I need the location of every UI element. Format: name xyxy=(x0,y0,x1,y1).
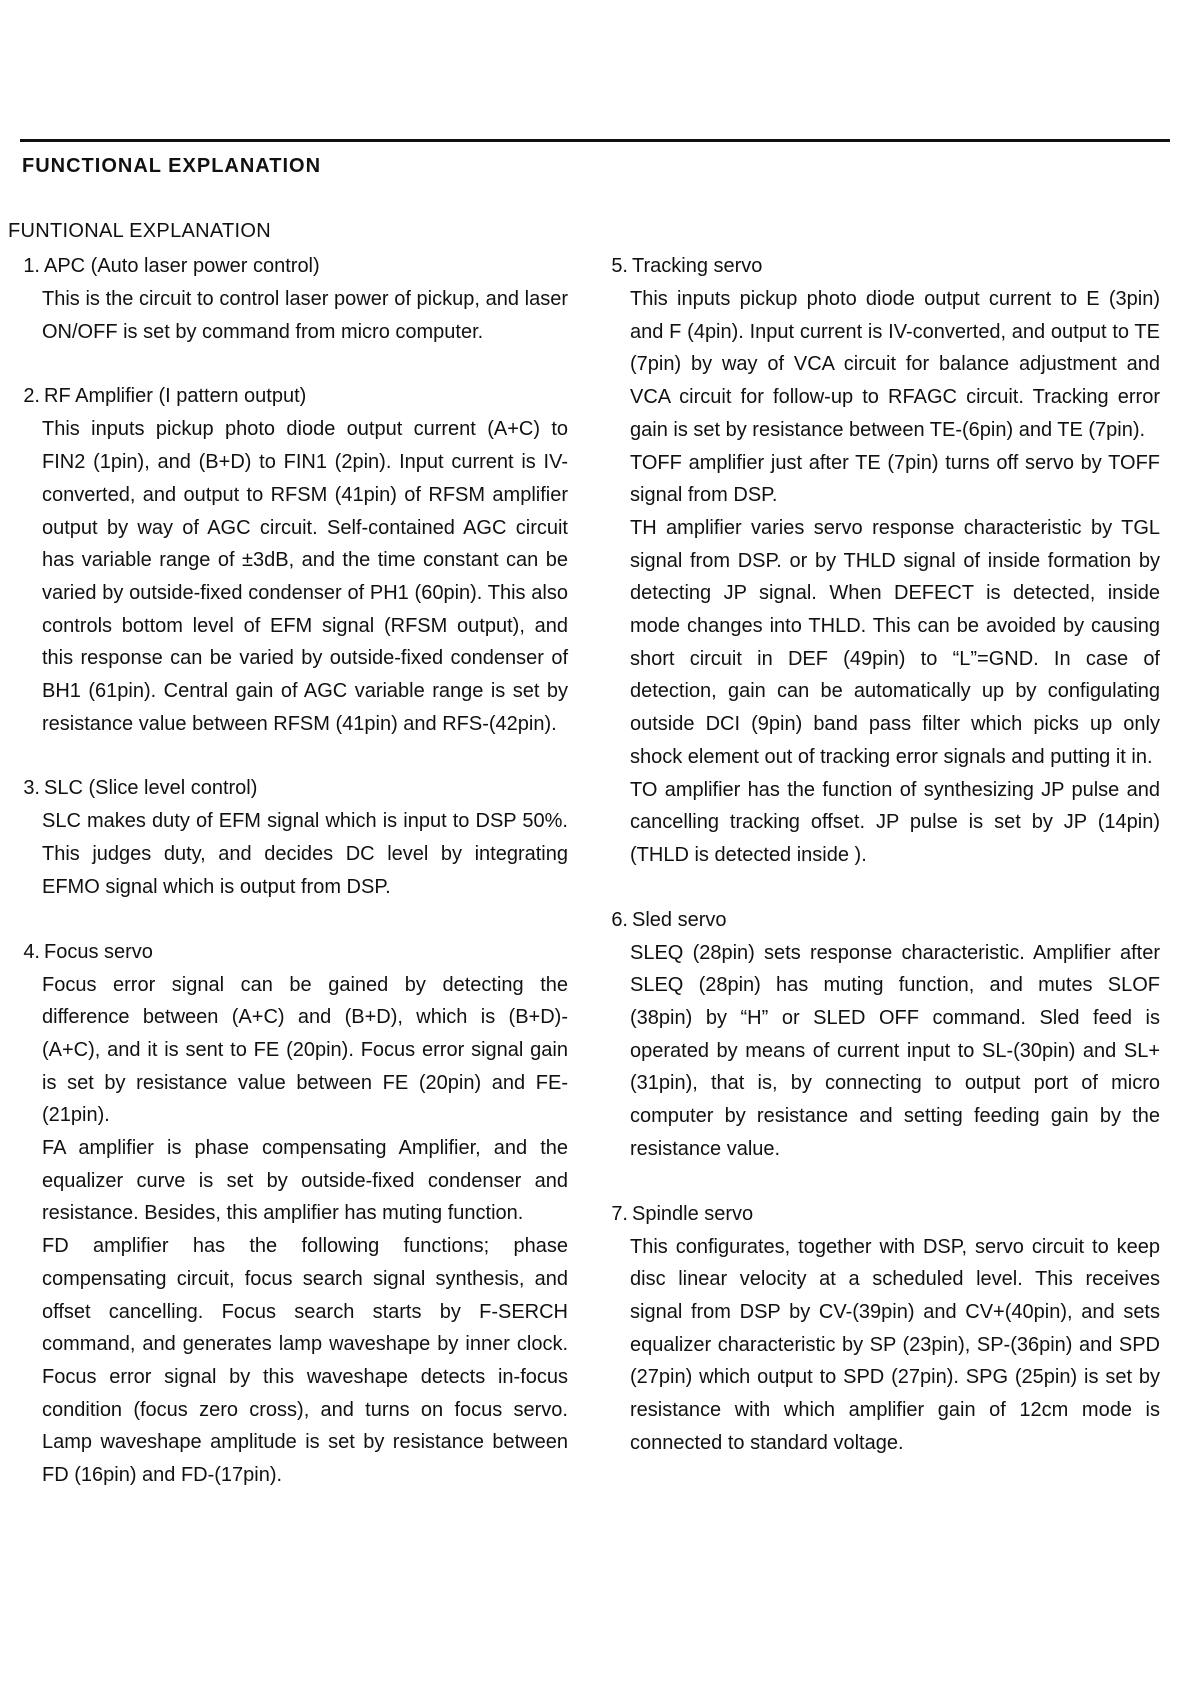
paragraph: This inputs pickup photo diode output current to E (3pin) and F (4pin). Input current is IV-converted, and output to TE (7pin) by way of VCA circuit for balance adjustment and VCA circuit for follow-up to RFAGC circuit. Tracking error gain is set by resistance between TE-(6pin) and TE (7pin). xyxy=(630,288,1160,441)
paragraph: Focus error signal can be gained by detecting the difference between (A+C) and (B+D), which is (B+D)-(A+C), and it is sent to FE (20pin). Focus error signal gain is set by resistance value between FE (20pin) and FE-(21pin). xyxy=(42,973,568,1127)
section-heading xyxy=(16,936,568,969)
section-title: APC (Auto laser power control) xyxy=(44,255,320,277)
section-body xyxy=(42,283,568,348)
section-title: SLC (Slice level control) xyxy=(44,777,258,800)
section xyxy=(16,380,568,740)
section xyxy=(16,250,568,348)
section xyxy=(16,772,568,903)
section-heading xyxy=(604,904,1160,937)
section-number: 6. xyxy=(611,908,628,931)
section-title: Sled servo xyxy=(632,908,727,931)
section xyxy=(16,936,568,1492)
section-number: 2. xyxy=(23,385,40,408)
section-title: Tracking servo xyxy=(632,255,763,277)
paragraph: SLC makes duty of EFM signal which is input to DSP 50%. This judges duty, and decides DC level by integrating EFMO signal which is output from DSP. xyxy=(42,810,568,898)
section-body xyxy=(630,283,1160,872)
paragraph: FA amplifier is phase compensating Amplifier, and the equalizer curve is set by outside-fixed condenser and resistance. Besides, this amplifier has muting function. xyxy=(42,1137,568,1225)
section-body xyxy=(42,805,568,903)
paragraph: This is the circuit to control laser power of pickup, and laser ON/OFF is set by command from micro computer. xyxy=(42,288,568,343)
section xyxy=(604,250,1160,872)
section xyxy=(604,904,1160,1166)
section-title: Focus servo xyxy=(44,940,153,963)
section-title: Spindle servo xyxy=(632,1202,754,1225)
section-number: 7. xyxy=(611,1202,628,1225)
section-body xyxy=(630,937,1160,1166)
paragraph: SLEQ (28pin) sets response characteristic. Amplifier after SLEQ (28pin) has muting function, and mutes SLOF (38pin) by “H” or SLED OFF command. Sled feed is operated by means of current input to SL-(30pin) and SL+(31pin), that is, by connecting to output port of micro computer by resistance and setting feeding gain by the resistance value. xyxy=(630,941,1160,1160)
paragraph: TH amplifier varies servo response characteristic by TGL signal from DSP. or by THLD signal of inside formation by detecting JP signal. When DEFECT is detected, inside mode changes into THLD. This can be avoided by causing short circuit in DEF (49pin) to “L”=GND. In case of detection, gain can be automatically up by configulating outside DCI (9pin) band pass filter which picks up only shock element out of tracking error signals and putting it in. xyxy=(630,516,1160,768)
section-heading xyxy=(16,772,568,805)
section-number: 1. xyxy=(23,255,40,277)
page-header-title: FUNCTIONAL EXPLANATION xyxy=(22,155,322,177)
paragraph: TOFF amplifier just after TE (7pin) turns off servo by TOFF signal from DSP. xyxy=(630,451,1160,507)
paragraph: This inputs pickup photo diode output current (A+C) to FIN2 (1pin), and (B+D) to FIN1 (2pin). Input current is IV-converted, and output to RFSM (41pin) of RFSM amplifier output by way of AGC circuit. Self-contained AGC circuit has variable range of ±3dB, and the time constant can be varied by outside-fixed condenser of PH1 (60pin). This also controls bottom level of EFM signal (RFSM output), and this response can be varied by outside-fixed condenser of BH1 (61pin). Central gain of AGC variable range is set by resistance value between RFSM (41pin) and RFS-(42pin). xyxy=(42,418,568,735)
section-body xyxy=(630,1231,1160,1460)
document-title: FUNTIONAL EXPLANATION xyxy=(8,220,272,242)
section-heading xyxy=(604,250,1160,283)
section-title: RF Amplifier (I pattern output) xyxy=(44,385,307,408)
paragraph: TO amplifier has the function of synthesizing JP pulse and cancelling tracking offset. JP pulse is set by JP (14pin) (THLD is detected inside ). xyxy=(630,778,1160,866)
section-number: 3. xyxy=(23,777,40,800)
section-number: 4. xyxy=(23,940,40,963)
paragraph: FD amplifier has the following functions; phase compensating circuit, focus search signal synthesis, and offset cancelling. Focus search starts by F-SERCH command, and generates lamp waveshape by inner clock. Focus error signal by this waveshape detects in-focus condition (focus zero cross), and turns on focus servo. Lamp waveshape amplitude is set by resistance between FD (16pin) and FD-(17pin). xyxy=(42,1235,568,1487)
paragraph: This configurates, together with DSP, servo circuit to keep disc linear velocity at a scheduled level. This receives signal from DSP by CV-(39pin) and CV+(40pin), and sets equalizer characteristic by SP (23pin), SP-(36pin) and SPD (27pin) which output to SPD (27pin). SPG (25pin) is set by resistance with which amplifier gain of 12cm mode is connected to standard voltage. xyxy=(630,1235,1160,1454)
section-heading xyxy=(604,1198,1160,1231)
section-body xyxy=(42,969,568,1492)
section-number: 5. xyxy=(611,255,628,277)
section-heading xyxy=(16,380,568,413)
section xyxy=(604,1198,1160,1460)
left-column xyxy=(16,250,568,1524)
section-heading xyxy=(16,250,568,283)
section-body xyxy=(42,413,568,740)
header-rule xyxy=(20,139,1170,142)
right-column xyxy=(604,250,1160,1492)
